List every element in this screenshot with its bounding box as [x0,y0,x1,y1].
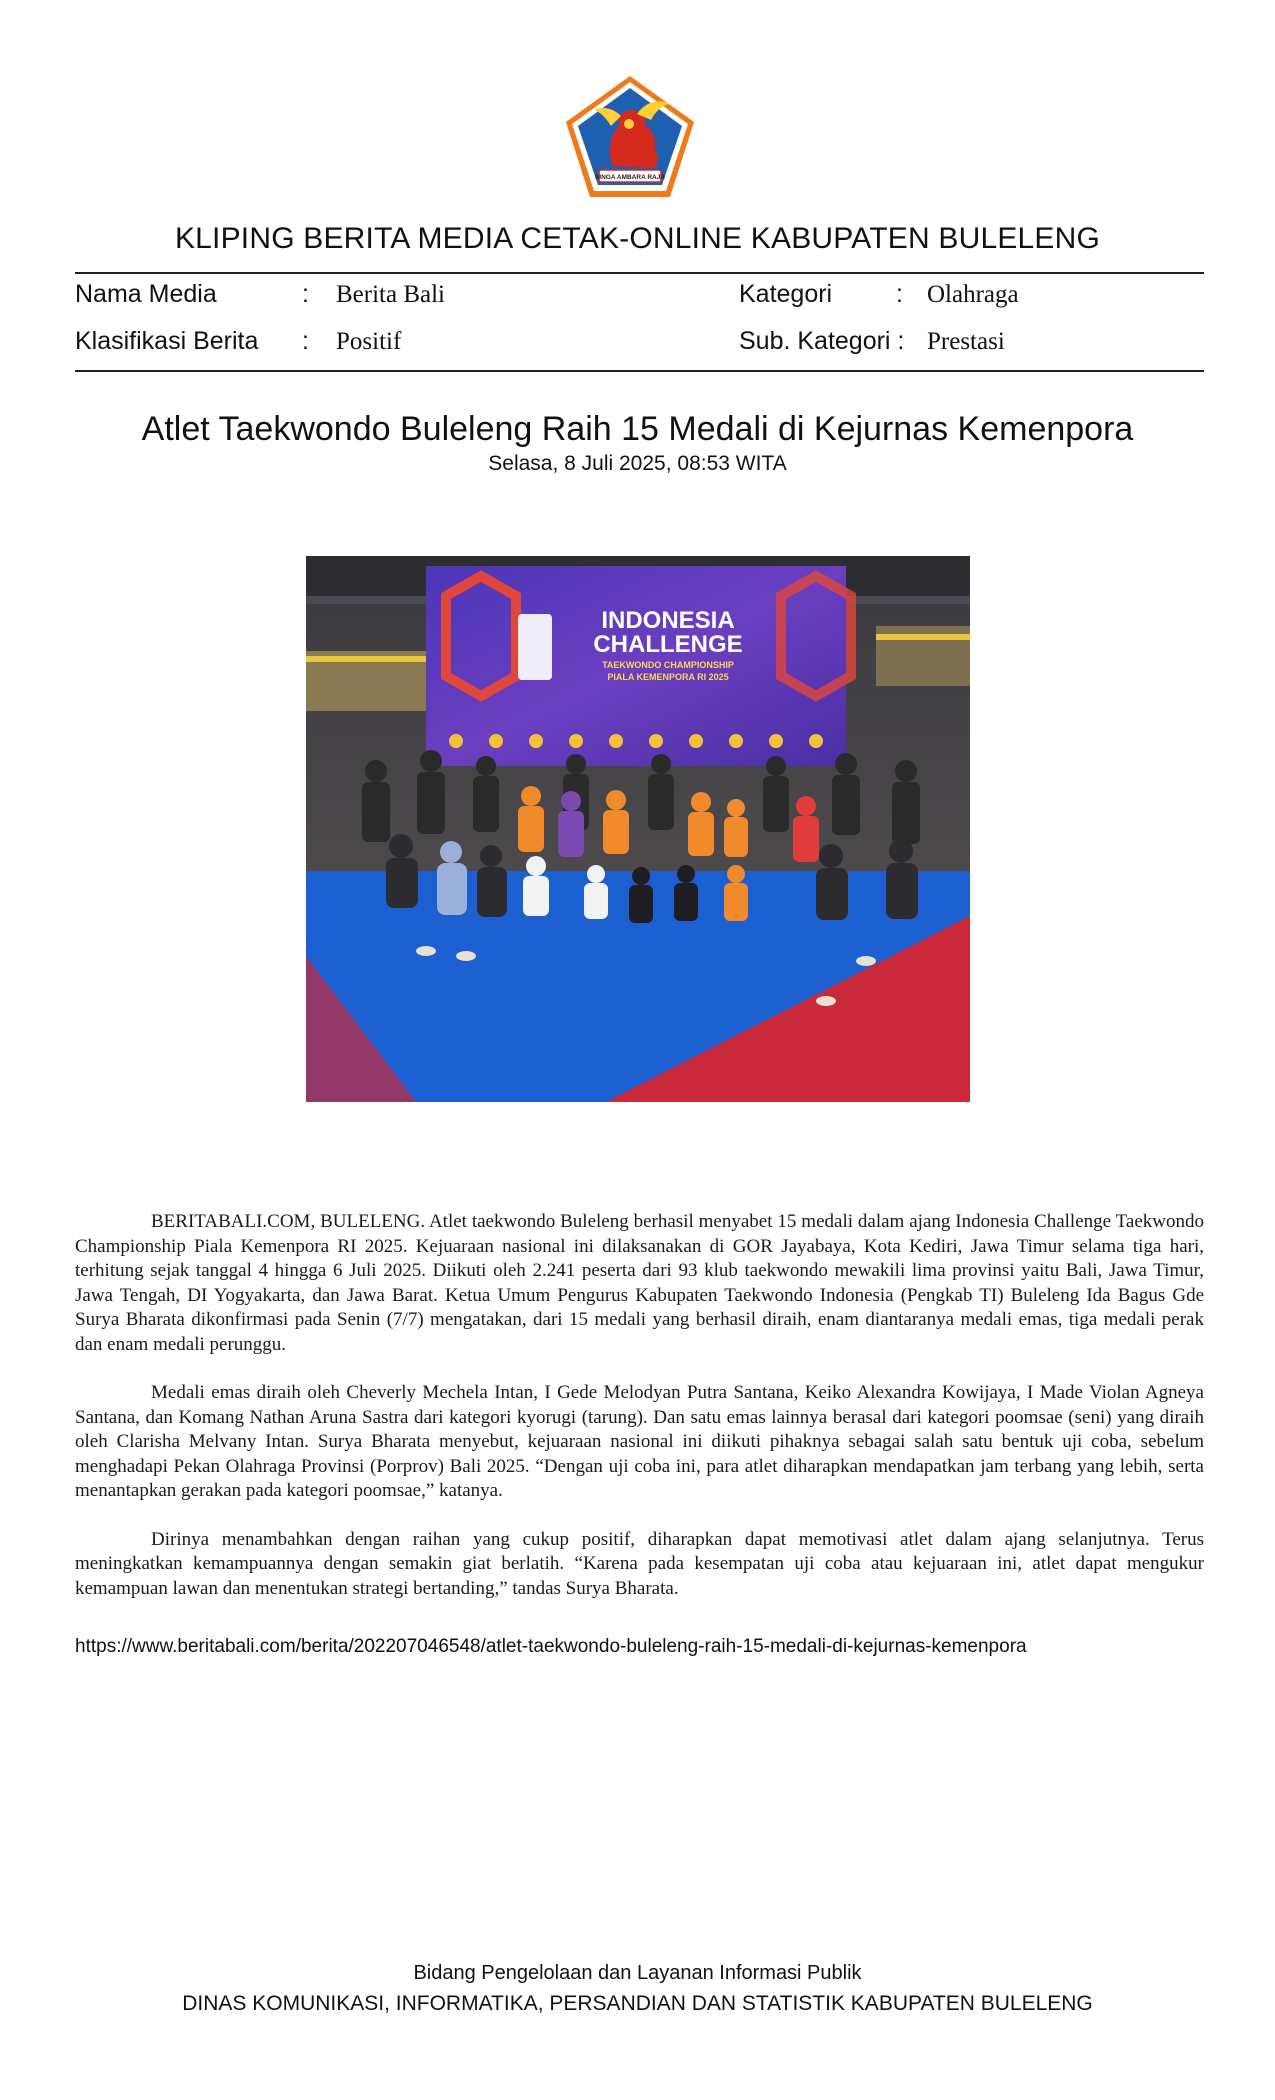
category-label: Kategori [739,280,833,308]
article-paragraph: Medali emas diraih oleh Cheverly Mechela Intan, I Gede Melodyan Putra Santana, Keiko Alexandra Kowijaya, I Made Violan Agneya Santana, dan Komang Nathan Aruna Sastra dari kategori kyorugi (tarung). Dan satu emas lainnya berasal dari kategori poomsae (seni) yang diraih oleh Clarisha Melvany Intan. Surya Bharata menyebut, kejuaraan nasional ini diikuti pihaknya sebagai salah satu bentuk uji coba, sebelum menghadapi Pekan Olahraga Provinsi (Porprov) Bali 2025. “Dengan uji coba ini, para atlet diharapkan mendapatkan jam terbang yang lebih, serta menantapkan gerakan pada kategori poomsae,” katanya. [75,1382,1204,1501]
subcategory-label: Sub. Kategori : [739,327,905,355]
article-body [75,1210,1204,1625]
clipping-header-title: KLIPING BERITA MEDIA CETAK-ONLINE KABUPATEN BULELENG [174,222,1101,255]
photo-banner-line3: TAEKWONDO CHAMPIONSHIP [602,660,734,670]
article-photo [306,556,970,1102]
header-top-divider [75,272,1204,274]
category-colon: : [896,280,903,308]
logo-caption: SINGA AMBARA RAJA [594,174,666,181]
article-date: Selasa, 8 Juli 2025, 08:53 WITA [488,452,787,475]
header-bottom-divider [75,370,1204,372]
category-value: Olahraga [927,281,1019,308]
photo-banner-line4: PIALA KEMENPORA RI 2025 [607,672,729,682]
subcategory-value: Prestasi [927,328,1005,355]
media-name-colon: : [302,280,309,308]
footer-department: DINAS KOMUNIKASI, INFORMATIKA, PERSANDIAN DAN STATISTIK KABUPATEN BULELENG [182,1992,1093,2015]
media-name-value: Berita Bali [336,281,445,308]
photo-banner-line2: CHALLENGE [593,631,743,658]
source-url-link[interactable]: https://www.beritabali.com/berita/202207046548/atlet-taekwondo-buleleng-raih-15-medali-di-kejurnas-kemenpora [75,1636,1027,1657]
news-classification-label: Klasifikasi Berita [75,327,259,355]
article-paragraph: Dirinya menambahkan dengan raihan yang cukup positif, diharapkan dapat memotivasi atlet dalam ajang selanjutnya. Terus meningkatkan kemampuannya dengan semakin giat berlatih. “Karena pada kesempatan uji coba atau kejuaraan ini, atlet dapat mengukur kemampuan lawan dan menentukan strategi bertanding,” tandas Surya Bharata. [75,1528,1204,1599]
singa-ambara-raja-logo [563,74,697,200]
photo-banner-line1: INDONESIA [601,607,735,634]
footer-division: Bidang Pengelolaan dan Layanan Informasi Publik [413,1962,862,1984]
article-title: Atlet Taekwondo Buleleng Raih 15 Medali di Kejurnas Kemenpora [141,410,1134,448]
news-classification-colon: : [302,327,309,355]
article-paragraph: BERITABALI.COM, BULELENG. Atlet taekwondo Buleleng berhasil menyabet 15 medali dalam ajang Indonesia Challenge Taekwondo Championship Piala Kemenpora RI 2025. Kejuaraan nasional ini dilaksanakan di GOR Jayabaya, Kota Kediri, Jawa Timur selama tiga hari, terhitung sejak tanggal 4 hingga 6 Juli 2025. Diikuti oleh 2.241 peserta dari 93 klub taekwondo mewakili lima provinsi yaitu Bali, Jawa Timur, Jawa Tengah, DI Yogyakarta, dan Jawa Barat. Ketua Umum Pengurus Kabupaten Taekwondo Indonesia (Pengkab TI) Buleleng Ida Bagus Gde Surya Bharata dikonfirmasi pada Senin (7/7) mengatakan, dari 15 medali yang berhasil diraih, enam diantaranya medali emas, tiga medali perak dan enam medali perunggu. [75,1211,1204,1355]
media-name-label: Nama Media [75,280,217,308]
news-classification-value: Positif [336,328,402,355]
